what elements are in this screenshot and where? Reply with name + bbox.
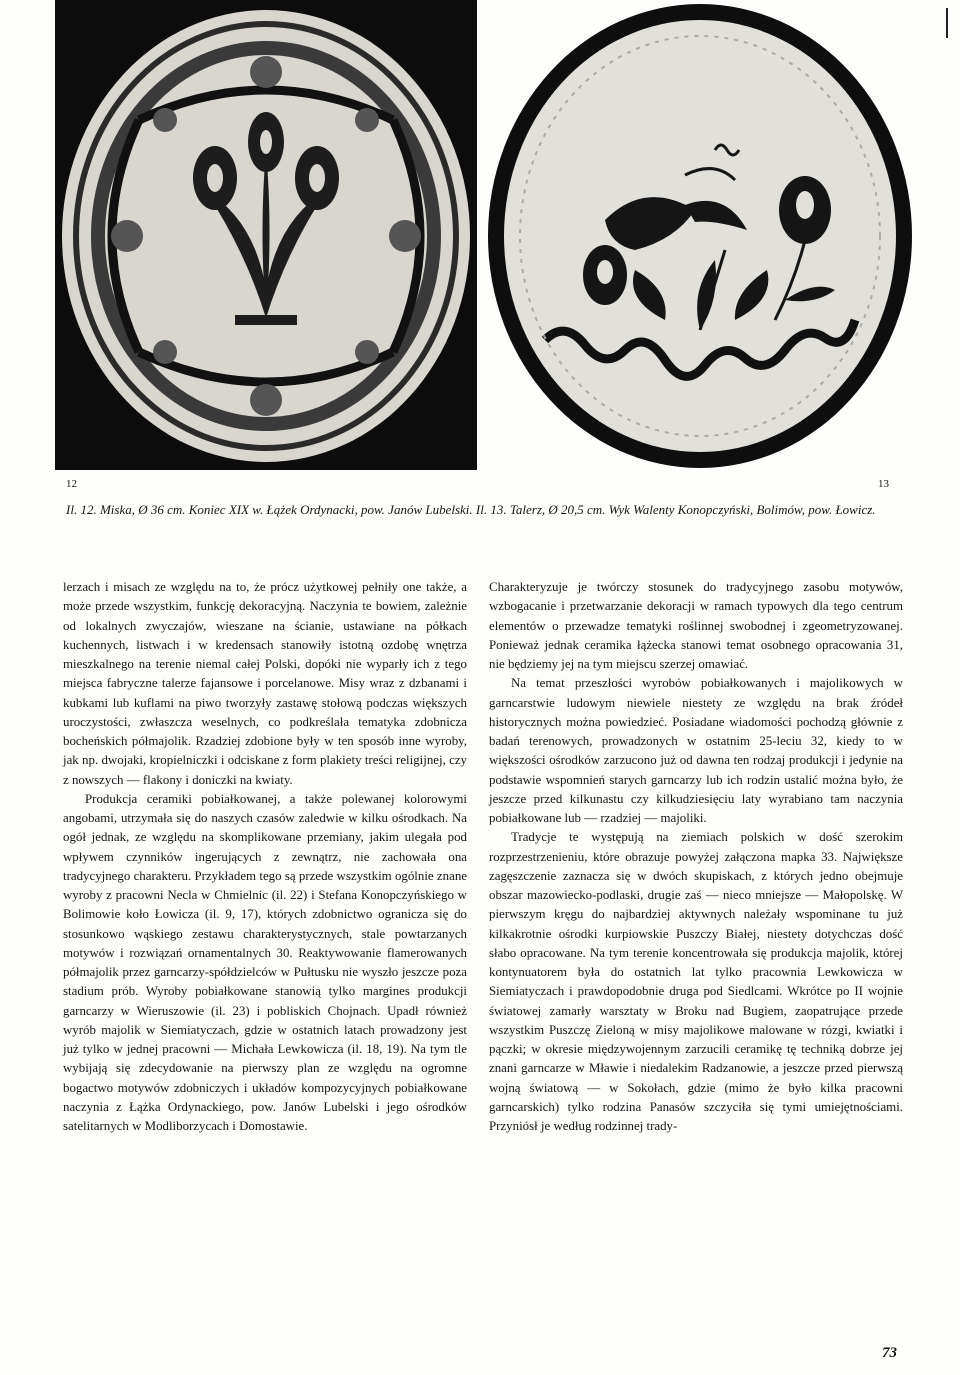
figure-13-number: 13 — [878, 478, 889, 490]
paragraph: Charakteryzuje je twórczy stosunek do tradycyjnego zasobu motywów, wzbogacanie i przetwarzanie dekoracji w ramach typowych dla tego centrum elementów o przewadze tematyki roślinnej swobodnej i zgeometryzowanej. Ponieważ jednak ceramika łążecka stanowi temat osobnego opracowania 31, nie będziemy jej na tym miejscu szerzej omawiać. — [489, 580, 903, 671]
text-column-left — [63, 578, 467, 1136]
figure-12-bowl-photo — [55, 0, 477, 470]
paragraph: lerzach i misach ze względu na to, że prócz użytkowej pełniły one także, a może przede wszystkim, funkcję dekoracyjną. Naczynia te bowiem, zależnie od lokalnych zwyczajów, wieszane na ścianie, ustawiane na półkach kuchennych, listwach i w kredensach stanowiły istotną ozdobę wnętrza mieszkalnego na terenie niemal całej Polski, dopóki nie wyparły ich z tego miejsca fabryczne talerze fajansowe i porcelanowe. Misy wraz z dzbanami i kubkami lub kuflami na piwo tworzyły zastawę stołową podczas większych uroczystości, zwłaszcza weselnych, co podkreślała tematyka zdobnicza bocheńskich półmajolik. Rzadziej zdobione były w ten sposób inne wyroby, jak np. dwojaki, kropielniczki i odciskane z form plakiety treści religijnej, czy z nowszych — flakony i doniczki na kwiaty. — [63, 580, 467, 787]
paragraph: Tradycje te występują na ziemiach polskich w dość szerokim rozprzestrzenieniu, które obrazuje powyżej załączona mapka 33. Największe zagęszczenie zaznacza się w dwóch skupiskach, z których jedno obejmuje obszar mazowiecko-podlaski, drugie zaś — nieco mniejsze — Małopolskę. W pierwszym kręgu do najbardziej aktywnych należały wspominane tu już kilkakrotnie ośrodki kurpiowskie Puszczy Białej, niestety dotychczas dość słabo opracowane. Na tym terenie koncentrowała się produkcja majolik, której kontynuatorem była do ostatnich lat tylko pracownia Lewkowicza w Siemiatyczach i prawdopodobnie druga pod Siedlcami. Wkrótce po II wojnie światowej zamarły warsztaty w Broku nad Bugiem, zaopatrujące przede wszystkim Puszczę Zieloną w misy majolikowe malowane w rózgi, kwiatki i pączki; w okresie międzywojennym zarzucili ceramikę tę techniką dobrze jej znani garncarze w Mławie i niedalekim Radzanowie, a jeszcze przed pierwszą wojną światową — w Sokołach, gdzie (mimo że było kilka pracowni garncarskich) tylko rodzina Panasów szczyciła się tymi umiejętnościami. Przyniósł je według rodzinnej trady- — [489, 830, 903, 1133]
paragraph: Na temat przeszłości wyrobów pobiałkowanych i majolikowych w garncarstwie ludowym niewiele niestety ze względu na brak źródeł historycznych można powiedzieć. Posiadane wiadomości pochodzą głównie z badań terenowych, prowadzonych w ostatnim 25-leciu 32, kiedy to w większości ośrodków zarzucono już od dawna ten rodzaj produkcji i jedynie na podstawie wspomnień starych garncarzy lub ich rodzin ustalić można było, że jeszcze przed kilkunastu czy kilkudziesięciu laty wyrabiano tam naczynia pobiałkowane lub — rzadziej — majoliki. — [489, 676, 903, 825]
figure-12-number: 12 — [66, 478, 77, 490]
page-edge-rule — [946, 8, 948, 38]
text-column-right — [489, 578, 903, 1136]
page-number: 73 — [882, 1345, 897, 1361]
figure-photographs — [55, 0, 915, 470]
figure-13-plate-photo — [485, 0, 915, 470]
figure-caption: Il. 12. Miska, Ø 36 cm. Koniec XIX w. Łążek Ordynacki, pow. Janów Lubelski. Il. 13. Talerz, Ø 20,5 cm. Wyk Walenty Konopczyński, Bolimów, pow. Łowicz. — [66, 502, 876, 517]
paragraph: Produkcja ceramiki pobiałkowanej, a także polewanej kolorowymi angobami, utrzymała się do naszych czasów zaledwie w kilku ośrodkach. Na ogół jednak, ze względu na skomplikowane przemiany, jakim ulegała pod wpływem czynników ingerujących z zewnątrz, nie zachowała ona tradycyjnego charakteru. Przykładem tego są przede wszystkim ogólnie znane wyroby z pracowni Necla w Chmielnic (il. 22) i Stefana Konopczyńskiego w Bolimowie koło Łowicza (il. 9, 17), których zdobnictwo ogranicza się do stosunkowo wąskiego zestawu charakterystycznych, stale powtarzanych motywów i rozwiązań ornamentalnych 30. Reaktywowanie flamerowanych półmajolik przez garncarzy-spółdzielców w Pułtusku nie wyszło jeszcze poza stadium prób. Wyroby pobiałkowane stanowią tylko margines produkcji garncarzy w Wieruszowie (il. 23) i pobliskich Chojnach. Upadł również wyrób majolik w Siemiatyczach, gdzie w ostatnich latach prowadzony jest już tylko w jednej pracowni — Michała Lewkowicza (il. 18, 19). Na tym tle wybijają się zdecydowanie na pierwszy plan ze względu na ogromne bogactwo motywów zdobniczych i układów kompozycyjnych pobiałkowane naczynia z Łążka Ordynackiego, pow. Janów Lubelski i jego ośrodków satelitarnych w Modliborzycach i Domostawie. — [63, 791, 467, 1133]
